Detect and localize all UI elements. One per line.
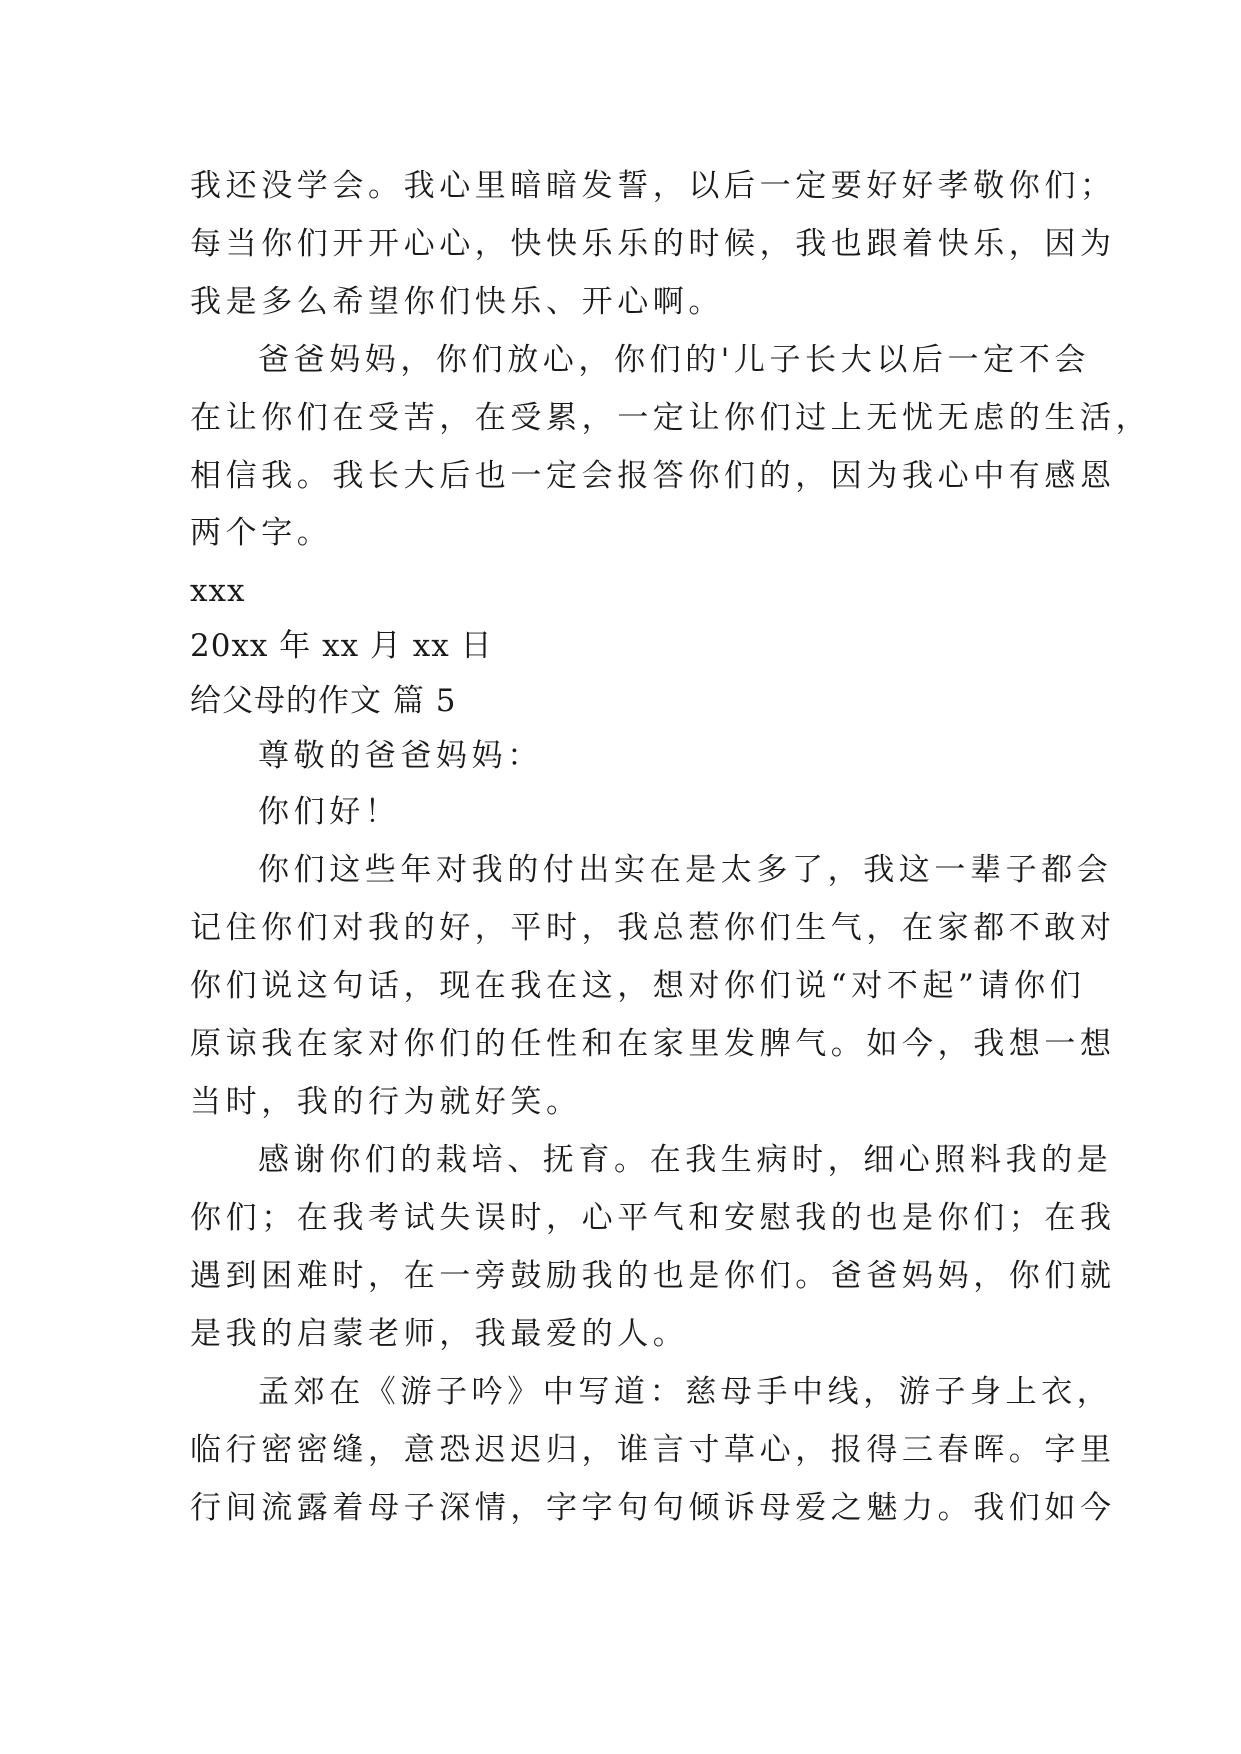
text-line: 在让你们在受苦，在受累，一定让你们过上无忧无虑的生活， [190,400,1152,436]
paragraph-start-line: 感谢你们的栽培、抚育。在我生病时，细心照料我的是 [258,1142,1113,1178]
text-line: 每当你们开开心心，快快乐乐的时候，我也跟着快乐，因为 [190,226,1116,262]
text-line: 原谅我在家对你们的任性和在家里发脾气。如今，我想一想 [190,1026,1116,1062]
text-line: 临行密密缝，意恐迟迟归，谁言寸草心，报得三春晖。字里 [190,1432,1116,1468]
salutation: 尊敬的爸爸妈妈： [258,738,543,774]
section-heading: 给父母的作文 篇 5 [190,683,457,719]
date-line: 20xx 年 xx 月 xx 日 [190,628,493,664]
paragraph-start-line: 你们这些年对我的付出实在是太多了，我这一辈子都会 [258,852,1113,888]
text-line: 是我的启蒙老师，我最爱的人。 [190,1316,689,1352]
text-line: 你们；在我考试失误时，心平气和安慰我的也是你们；在我 [190,1200,1116,1236]
paragraph-start-line: 爸爸妈妈，你们放心，你们的'儿子长大以后一定不会 [258,342,1090,378]
text-line: 我是多么希望你们快乐、开心啊。 [190,284,724,320]
signature: xxx [190,573,246,609]
text-line: 当时，我的行为就好笑。 [190,1084,582,1120]
paragraph-start-line: 孟郊在《游子吟》中写道：慈母手中线，游子身上衣， [258,1374,1113,1410]
text-line: 我还没学会。我心里暗暗发誓，以后一定要好好孝敬你们； [190,168,1116,204]
text-line: 行间流露着母子深情，字字句句倾诉母爱之魅力。我们如今 [190,1490,1116,1526]
text-line: 记住你们对我的好，平时，我总惹你们生气，在家都不敢对 [190,910,1116,946]
text-line: 遇到困难时，在一旁鼓励我的也是你们。爸爸妈妈，你们就 [190,1258,1116,1294]
text-line: 你们说这句话，现在我在这，想对你们说“对不起”请你们 [190,968,1086,1004]
text-line: 两个字。 [190,515,333,551]
greeting: 你们好！ [258,794,401,830]
text-line: 相信我。我长大后也一定会报答你们的，因为我心中有感恩 [190,458,1116,494]
